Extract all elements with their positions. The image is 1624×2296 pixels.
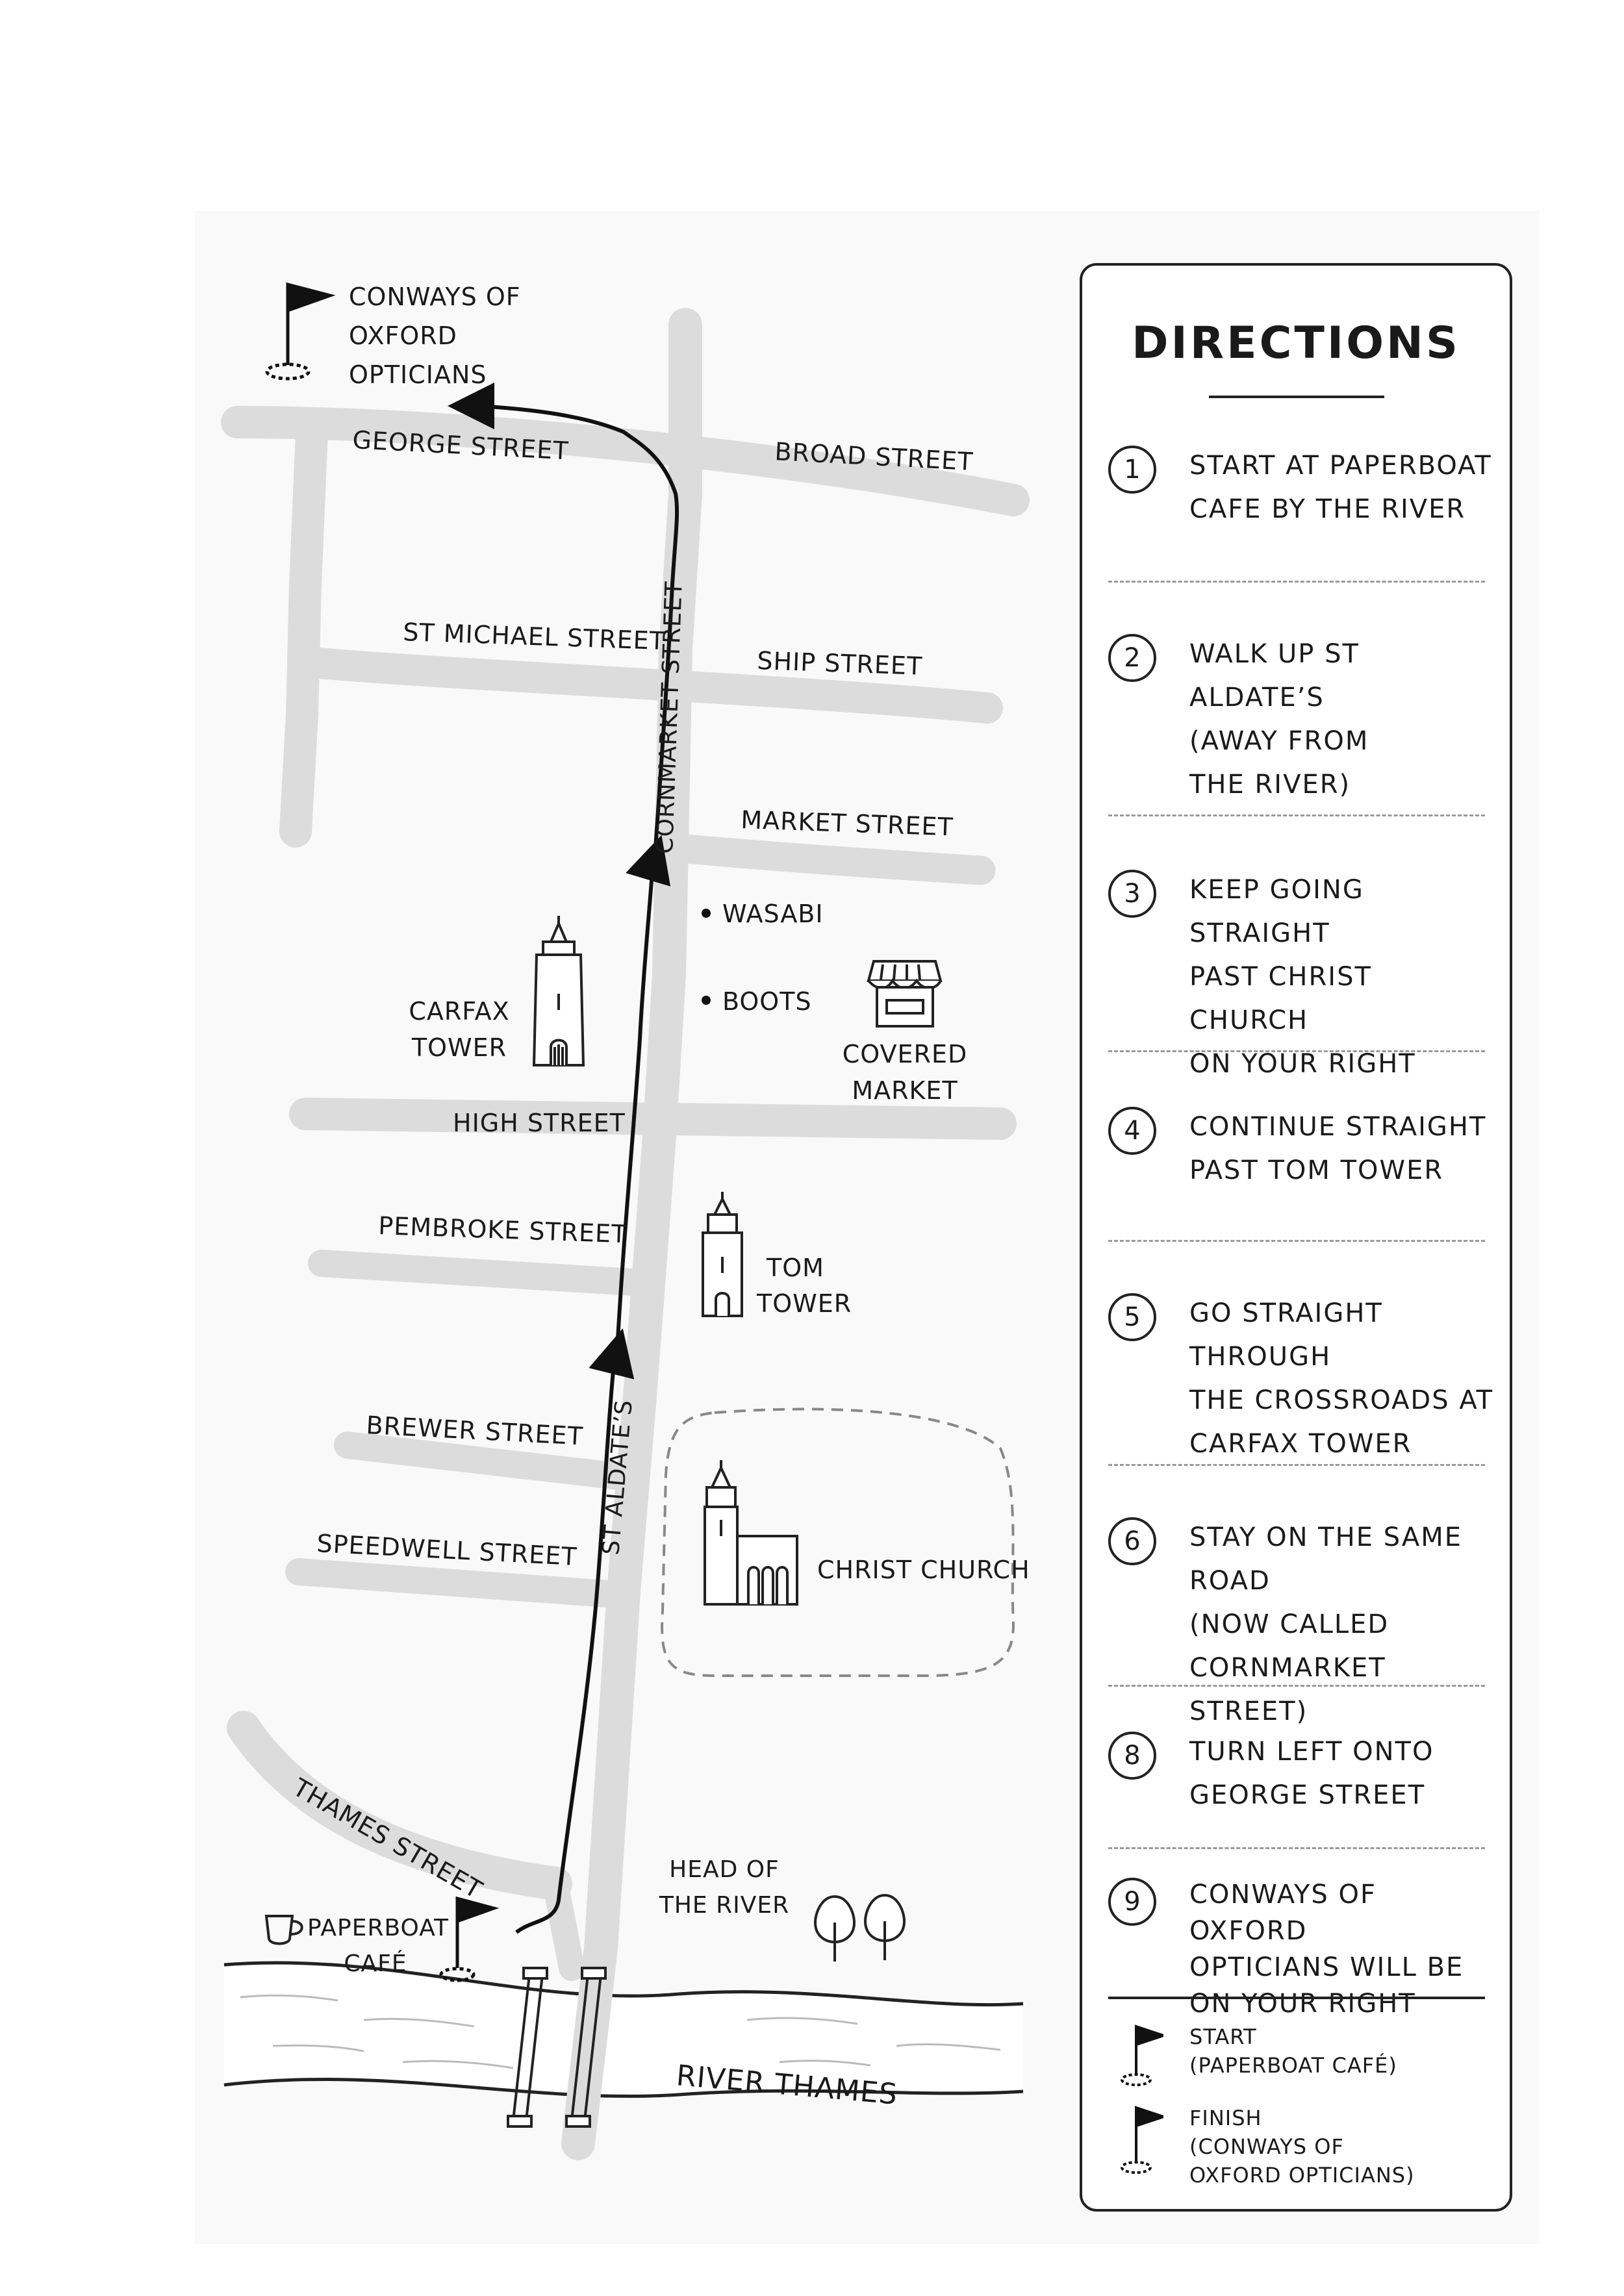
step-number: 9 [1108,1878,1156,1926]
step-number: 6 [1108,1517,1156,1565]
place-label-covered-market-1: COVERED [842,1040,968,1068]
place-label-boots: BOOTS [722,987,812,1016]
place-label-wasabi: WASABI [722,900,824,928]
place-label-covered-market-2: MARKET [852,1076,958,1105]
step-divider [1108,1050,1485,1052]
street-label-st-michael: ST MICHAEL STREET [402,618,666,656]
river-label: RIVER THAMES [675,2059,899,2112]
street-label-thames: THAMES STREET [288,1772,488,1905]
legend-item-finish [1118,2104,1482,2188]
tree-icon [815,1897,854,1962]
wasabi-marker [702,909,711,918]
legend-start-text: START (PAPERBOAT CAFÉ) [1189,2025,1397,2078]
step-number: 3 [1108,870,1156,918]
river-thames [224,1963,1023,2097]
step-divider [1108,1240,1485,1242]
step-text: START AT PAPERBOAT CAFE BY THE RIVER [1189,451,1492,524]
step-text: WALK UP ST ALDATE’S (AWAY FROM THE RIVER) [1189,639,1369,800]
step-number: 2 [1108,634,1156,682]
place-label-tom-tower-2: TOWER [757,1289,852,1318]
step-divider [1108,1847,1485,1849]
coffee-cup-icon [266,1916,302,1944]
step-divider [1108,1464,1485,1466]
legend-rule [1108,1997,1485,1999]
street-label-ship: SHIP STREET [756,646,923,681]
carfax-tower-icon [534,916,583,1065]
street-label-market: MARKET STREET [740,805,954,842]
title-underline [1209,396,1384,398]
flag-icon [1118,2023,1163,2088]
step-text: GO STRAIGHT THROUGH THE CROSSROADS AT CARFAX TOWER [1189,1298,1494,1459]
finish-flag-icon [267,284,330,379]
street-label-brewer: BREWER STREET [365,1411,584,1451]
place-label-christ-church: CHRIST CHURCH [817,1556,1030,1584]
christ-church-icon [705,1460,797,1604]
directions-panel [1080,263,1512,2212]
place-label-paperboat-1: PAPERBOAT [307,1915,450,1941]
step-divider [1108,581,1485,583]
tom-tower-icon [703,1192,742,1316]
start-flag-icon [441,1899,494,1980]
covered-market-icon [869,961,941,1026]
place-label-tom-tower-1: TOM [767,1254,824,1282]
place-label-head-of-river-1: HEAD OF [669,1856,780,1883]
street-label-george: GEORGE STREET [351,425,570,466]
step-number: 5 [1108,1293,1156,1341]
street-label-cornmarket: CORNMARKET STREET [652,580,688,855]
street-label-broad: BROAD STREET [774,437,974,477]
place-label-carfax-2: TOWER [411,1033,507,1062]
step-text: TURN LEFT ONTO GEORGE STREET [1189,1737,1434,1810]
step-text: CONTINUE STRAIGHT PAST TOM TOWER [1189,1112,1487,1185]
place-label-paperboat-2: CAFÉ [344,1950,407,1977]
legend-item-start [1118,2023,1482,2090]
step-text: CONWAYS OF OXFORD OPTICIANS WILL BE ON YOUR RIGHT [1189,1880,1464,2019]
street-label-st-aldates: ST ALDATE’S [598,1398,638,1556]
directions-title: DIRECTIONS [1132,318,1460,369]
step-number: 1 [1108,446,1156,494]
tree-icon [865,1895,904,1960]
street-label-speedwell: SPEEDWELL STREET [316,1529,578,1571]
step-number: 8 [1108,1732,1156,1780]
boots-marker [702,996,711,1005]
step-text: STAY ON THE SAME ROAD (NOW CALLED CORNMARKET STREET) [1189,1522,1463,1726]
place-label-opticians-1: CONWAYS OF [349,283,521,311]
step-divider [1108,814,1485,816]
flag-icon [1118,2104,1163,2175]
step-number: 4 [1108,1107,1156,1155]
legend-finish-text: FINISH (CONWAYS OF OXFORD OPTICIANS) [1189,2106,1415,2188]
street-label-high: HIGH STREET [453,1109,626,1137]
street-label-pembroke: PEMBROKE STREET [377,1211,628,1249]
place-label-opticians-3: OPTICIANS [349,360,487,389]
step-divider [1108,1685,1485,1687]
place-label-carfax-1: CARFAX [409,997,510,1026]
place-label-opticians-2: OXFORD [349,322,457,350]
place-label-head-of-river-2: THE RIVER [659,1892,790,1919]
step-text: KEEP GOING STRAIGHT PAST CHRIST CHURCH ON YOUR RIGHT [1189,875,1416,1079]
